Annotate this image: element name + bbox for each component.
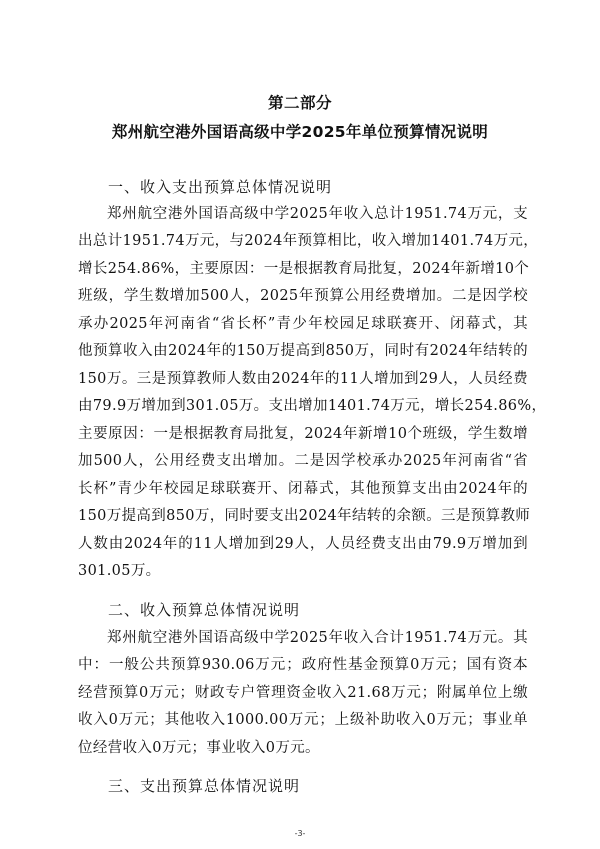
section-heading: 一、收入支出预算总体情况说明	[108, 178, 333, 196]
paragraph-line: 承办2025年河南省“省长杯”青少年校园足球联赛开、闭幕式，其	[78, 316, 528, 332]
paragraph-line: 150万。三是预算教师人数由2024年的11人增加到29人，人员经费	[78, 371, 528, 387]
page-number: -3-	[294, 829, 306, 838]
paragraph-line: 中：一般公共预算930.06万元；政府性基金预算0万元；国有资本	[78, 657, 528, 673]
paragraph-line: 出总计1951.74万元，与2024年预算相比，收入增加1401.74万元，	[78, 233, 539, 249]
paragraph-line: 主要原因：一是根据教育局批复，2024年新增10个班级，学生数增	[78, 426, 528, 442]
paragraph-line: 由79.9万增加到301.05万。支出增加1401.74万元，增长254.86%，	[78, 398, 547, 414]
paragraph-line: 长杯”青少年校园足球联赛开、闭幕式，其他预算支出由2024年的	[78, 481, 528, 497]
paragraph-line: 郑州航空港外国语高级中学2025年收入合计1951.74万元。其	[107, 630, 528, 646]
paragraph-line: 增长254.86%，主要原因：一是根据教育局批复，2024年新增10个	[78, 261, 530, 277]
paragraph-line: 收入0万元；其他收入1000.00万元；上级补助收入0万元；事业单	[78, 712, 528, 728]
paragraph-line: 郑州航空港外国语高级中学2025年收入总计1951.74万元，支	[107, 206, 528, 222]
section-heading: 二、收入预算总体情况说明	[108, 601, 301, 619]
paragraph-line: 班级，学生数增加500人，2025年预算公用经费增加。二是因学校	[78, 288, 528, 304]
paragraph-line: 150万提高到850万，同时要支出2024年结转的余额。三是预算教师	[78, 508, 531, 524]
paragraph-line: 加500人，公用经费支出增加。二是因学校承办2025年河南省“省	[78, 453, 528, 469]
section-heading: 三、支出预算总体情况说明	[108, 777, 301, 795]
part-title: 第二部分	[267, 94, 332, 112]
paragraph-line: 经营预算0万元；财政专户管理资金收入21.68万元；附属单位上缴	[78, 685, 528, 701]
paragraph-line: 位经营收入0万元；事业收入0万元。	[78, 740, 320, 756]
document-title: 郑州航空港外国语高级中学2025年单位预算情况说明	[111, 123, 489, 141]
paragraph-line: 人数由2024年的11人增加到29人，人员经费支出由79.9万增加到	[78, 536, 528, 552]
paragraph-line: 他预算收入由2024年的150万提高到850万，同时有2024年结转的	[78, 343, 528, 359]
paragraph-line: 301.05万。	[78, 563, 161, 579]
